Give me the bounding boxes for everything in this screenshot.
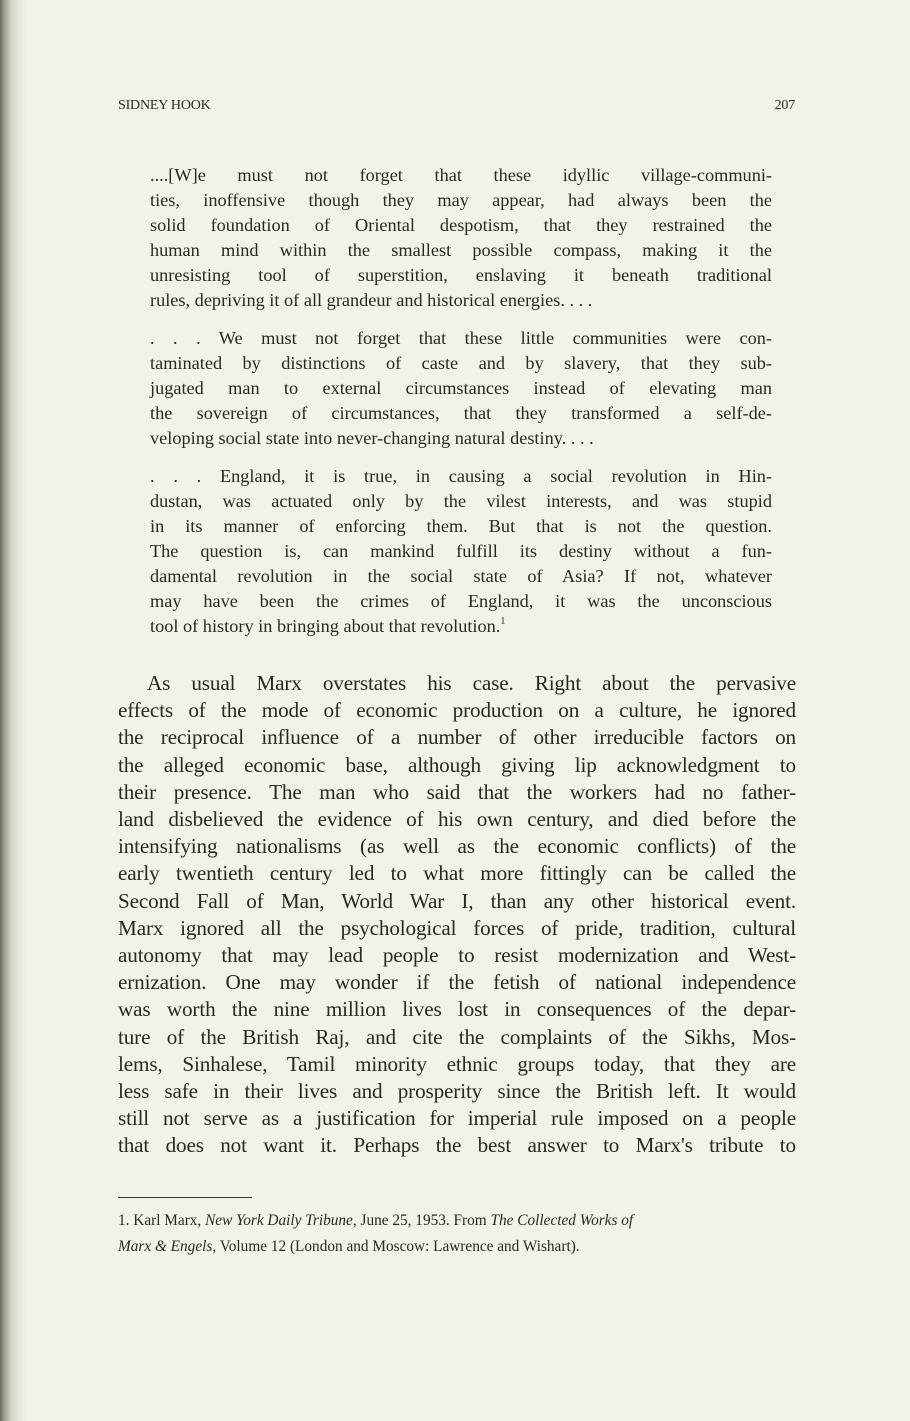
text-line-content: the sovereign of circumstances, that they transformed a self-de- — [150, 403, 772, 423]
text-line: autonomy that may lead people to resist modernization and West- — [118, 943, 796, 968]
text-line-content: dustan, was actuated only by the vilest interests, and was stupid — [150, 491, 772, 511]
quote-paragraph — [150, 326, 772, 451]
book-binding-shadow — [0, 0, 26, 1421]
text-line: effects of the mode of economic production on a culture, he ignored — [118, 698, 796, 723]
text-line — [150, 288, 772, 313]
text-line-content: veloping social state into never-changing natural destiny. . . . — [150, 428, 594, 448]
footnote-title-italic: Marx & Engels — [118, 1238, 213, 1255]
text-line-content: rules, depriving it of all grandeur and historical energies. . . . — [150, 290, 593, 310]
text-line: was worth the nine million lives lost in consequences of the depar- — [118, 997, 796, 1022]
text-line-content: in its manner of enforcing them. But that is not the question. — [150, 516, 772, 536]
text-line — [150, 614, 772, 639]
footnote-text: , June 25, 1953. From — [352, 1212, 491, 1229]
text-line — [150, 514, 772, 539]
text-line: the reciprocal influence of a number of other irreducible factors on — [118, 725, 796, 750]
text-line: land disbelieved the evidence of his own century, and died before the — [118, 807, 796, 832]
text-line — [150, 489, 772, 514]
block-quote — [150, 163, 772, 652]
footnote — [118, 1208, 808, 1260]
text-line: still not serve as a justification for imperial rule imposed on a people — [118, 1106, 796, 1131]
running-header-author: SIDNEY HOOK — [118, 98, 211, 113]
text-line — [150, 376, 772, 401]
footnote-divider — [118, 1197, 252, 1198]
footnote-line — [118, 1208, 808, 1234]
text-line-content: ....[W]e must not forget that these idyllic village-communi- — [150, 165, 772, 185]
footnote-text: 1. Karl Marx, — [118, 1212, 206, 1229]
text-line-content: may have been the crimes of England, it was the unconscious — [150, 591, 772, 611]
text-line-content: taminated by distinctions of caste and by slavery, that they sub- — [150, 353, 772, 373]
body-paragraph — [118, 670, 796, 1160]
text-line-content: . . . We must not forget that these little communities were con- — [150, 328, 772, 348]
text-line-content: The question is, can mankind fulfill its destiny without a fun- — [150, 541, 772, 561]
text-line — [150, 351, 772, 376]
text-line: their presence. The man who said that the workers had no father- — [118, 779, 796, 804]
footnote-title-italic: The Collected Works of — [490, 1212, 634, 1229]
text-line — [150, 539, 772, 564]
text-line-content: solid foundation of Oriental despotism, that they restrained the — [150, 215, 772, 235]
text-line-content: unresisting tool of superstition, enslaving it beneath traditional — [150, 265, 772, 285]
text-line: the alleged economic base, although giving lip acknowledgment to — [118, 752, 796, 777]
quote-paragraph — [150, 464, 772, 639]
text-line: early twentieth century led to what more fittingly can be called the — [118, 861, 796, 886]
footnote-marker: 1 — [500, 616, 506, 627]
text-line: that does not want it. Perhaps the best answer to Marx's tribute to — [118, 1133, 796, 1158]
footnote-text: , Volume 12 (London and Moscow: Lawrence and Wishart). — [212, 1238, 580, 1255]
text-line: Marx ignored all the psychological forces of pride, tradition, cultural — [118, 915, 796, 940]
text-line: Second Fall of Man, World War I, than any other historical event. — [118, 888, 796, 913]
text-line — [150, 326, 772, 351]
footnote-title-italic: New York Daily Tribune — [205, 1212, 353, 1229]
text-line: ernization. One may wonder if the fetish of national independence — [118, 970, 796, 995]
text-line: intensifying nationalisms (as well as the economic conflicts) of the — [118, 834, 796, 859]
text-line-content: ties, inoffensive though they may appear, had always been the — [150, 190, 772, 210]
footnote-line — [118, 1234, 808, 1260]
text-line — [150, 263, 772, 288]
text-line — [150, 213, 772, 238]
text-line — [150, 564, 772, 589]
quote-paragraph — [150, 163, 772, 313]
text-line — [150, 163, 772, 188]
page-number: 207 — [774, 98, 795, 113]
text-line — [150, 188, 772, 213]
text-line: As usual Marx overstates his case. Right about the pervasive — [147, 671, 796, 695]
text-line-content: jugated man to external circumstances instead of elevating man — [150, 378, 772, 398]
text-line: less safe in their lives and prosperity since the British left. It would — [118, 1079, 796, 1104]
text-line — [150, 238, 772, 263]
text-line-content: damental revolution in the social state of Asia? If not, whatever — [150, 566, 772, 586]
text-line-content: tool of history in bringing about that revolution. — [150, 616, 501, 636]
text-line-content: . . . England, it is true, in causing a social revolution in Hin- — [150, 466, 772, 486]
text-line — [150, 401, 772, 426]
text-line — [150, 464, 772, 489]
text-line — [150, 589, 772, 614]
text-line: lems, Sinhalese, Tamil minority ethnic groups today, that they are — [118, 1051, 796, 1076]
text-line — [150, 426, 772, 451]
text-line-content: human mind within the smallest possible compass, making it the — [150, 240, 772, 260]
text-line: ture of the British Raj, and cite the complaints of the Sikhs, Mos- — [118, 1024, 796, 1049]
